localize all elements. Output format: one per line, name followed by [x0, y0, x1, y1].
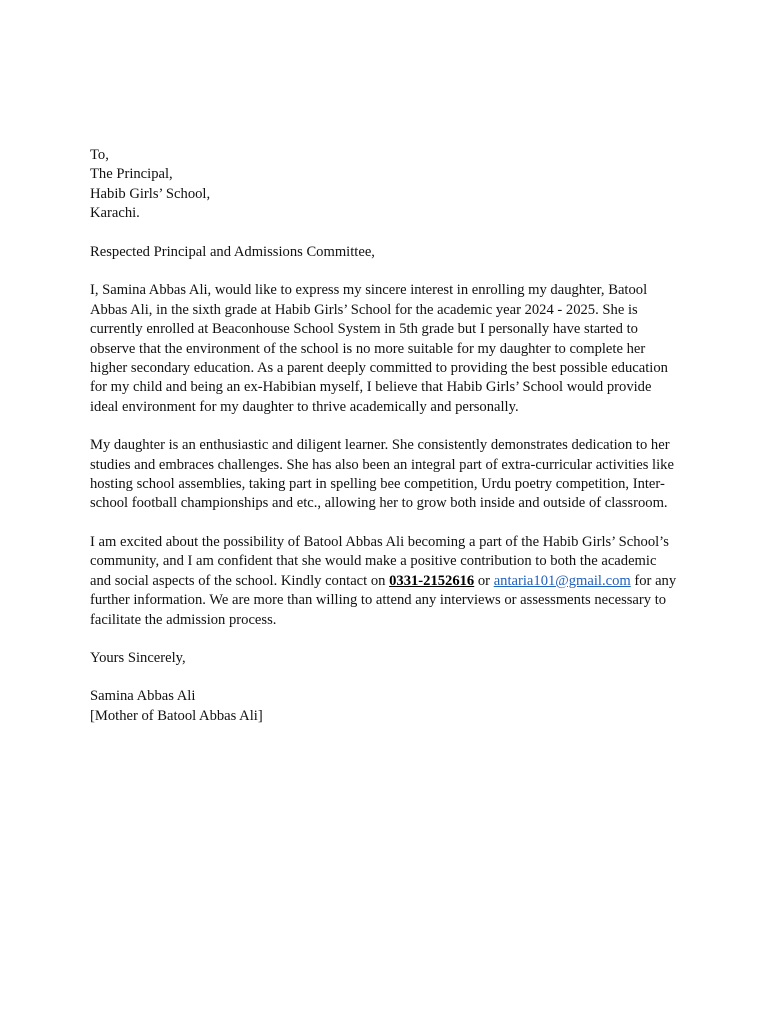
paragraph-achievements: My daughter is an enthusiastic and diligent learner. She consistently demonstrates dedication to her studies and embraces challenges. She has also been an integral part of extra-curricular activities like hosting school assemblies, taking part in spelling bee competition, Urdu poetry competition, Inter-school football championships and etc., allowing her to grow both inside and outside of classroom.	[90, 437, 674, 512]
signature-block	[90, 687, 680, 726]
contact-text-before: I am excited about the possibility of Batool Abbas Ali becoming a part of the Habib Girls’ School’s community, and I am confident that she would make a positive contribution to both the academic and social aspects of the school. Kindly contact on	[90, 533, 669, 589]
recipient-line-city: Karachi.	[90, 205, 140, 222]
closing: Yours Sincerely,	[90, 649, 186, 666]
recipient-line-title: The Principal,	[90, 166, 173, 183]
contact-text-between: or	[474, 572, 494, 589]
recipient-address	[90, 146, 680, 224]
email-link[interactable]: antaria101@gmail.com	[493, 572, 631, 589]
contact-text-after: for any further information. We are more than willing to attend any interviews or assessments necessary to facilitate the admission process.	[90, 572, 677, 628]
recipient-line-school: Habib Girls’ School,	[90, 185, 211, 202]
signature-name: Samina Abbas Ali	[90, 688, 196, 705]
salutation: Respected Principal and Admissions Committee,	[90, 244, 375, 261]
phone-number: 0331-2152616	[389, 572, 475, 589]
signature-relation: [Mother of Batool Abbas Ali]	[90, 707, 263, 724]
recipient-line-to: To,	[90, 147, 109, 163]
paragraph-contact	[90, 533, 680, 630]
letter-body	[90, 146, 680, 726]
paragraph-introduction: I, Samina Abbas Ali, would like to express my sincere interest in enrolling my daughter, Batool Abbas Ali, in the sixth grade at Habib Girls’ School for the academic year 2024 - 2025. She is currently enrolled at Beaconhouse School System in 5th grade but I personally have started to observe that the environment of the school is no more suitable for my daughter to complete her higher secondary education. As a parent deeply committed to providing the best possible education for my child and being an ex-Habibian myself, I believe that Habib Girls’ School would provide ideal environment for my daughter to thrive academically and personally.	[90, 282, 668, 415]
